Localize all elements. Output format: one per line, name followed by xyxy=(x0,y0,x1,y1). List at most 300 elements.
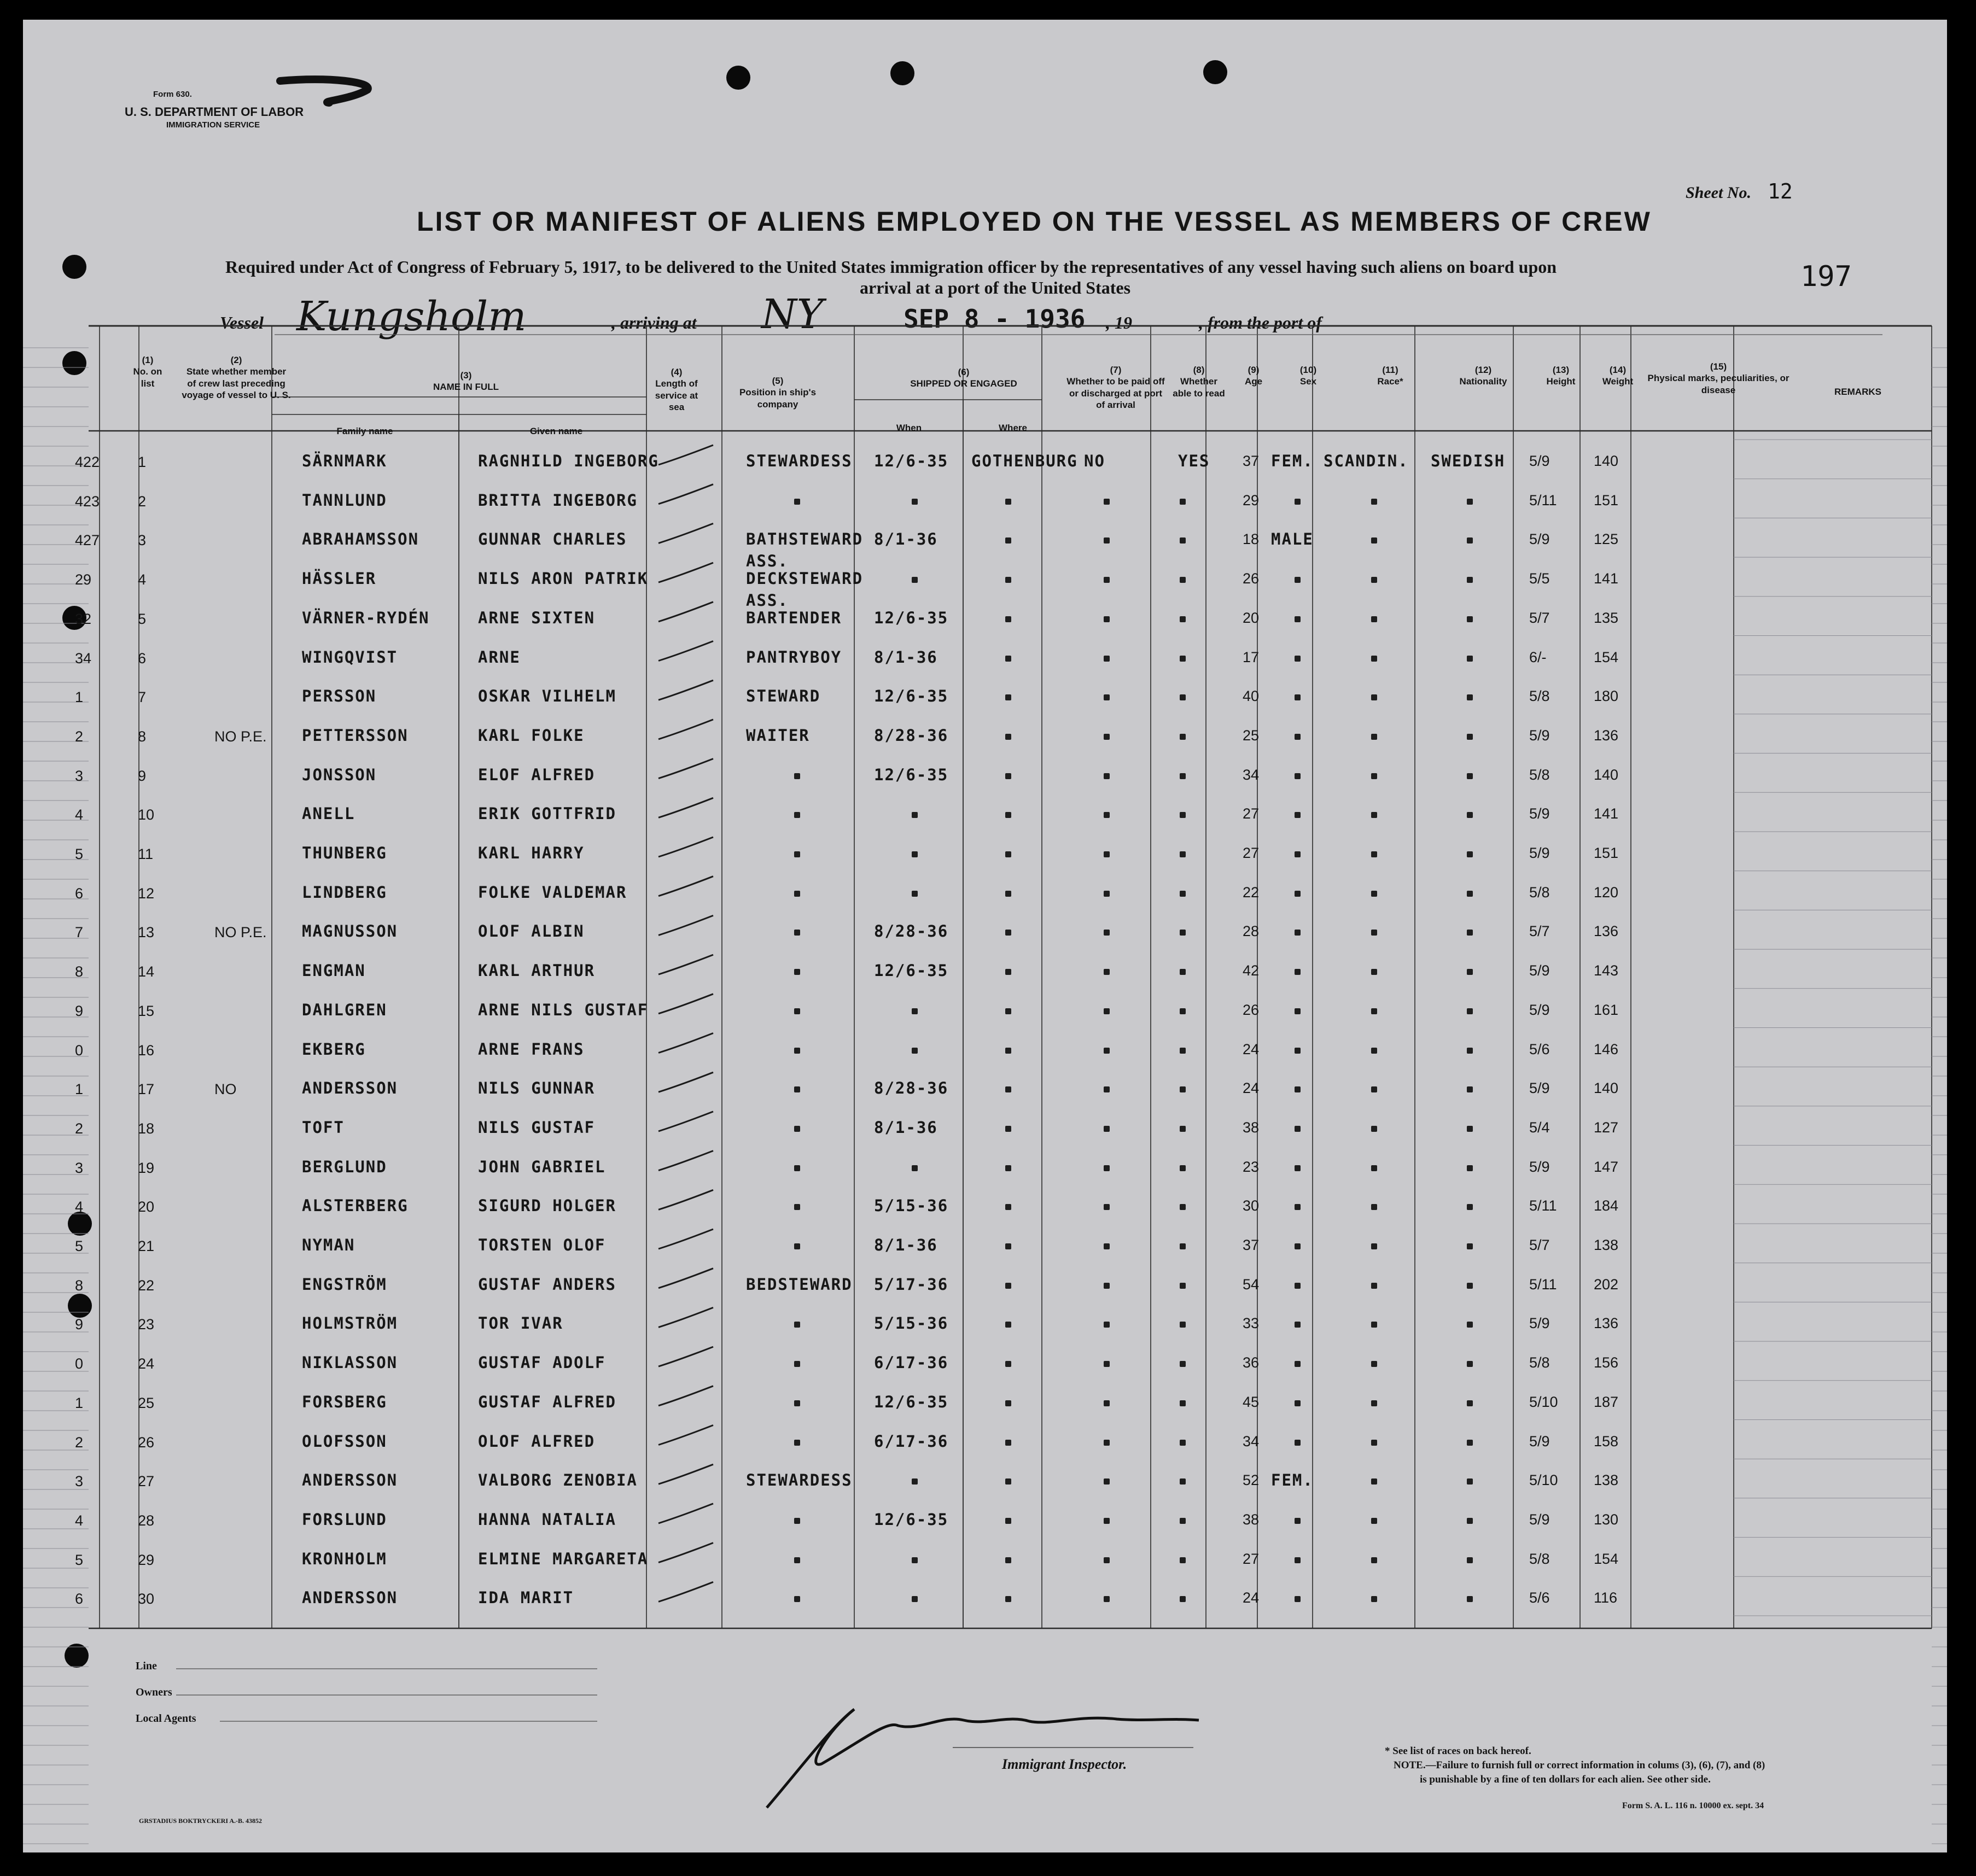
cell-no: 20 xyxy=(138,1199,155,1215)
ditto-mark xyxy=(1005,499,1011,505)
ditto-mark xyxy=(1180,1478,1186,1485)
cell-given: ARNE FRANS xyxy=(478,1039,585,1059)
cell-given: VALBORG ZENOBIA xyxy=(478,1471,638,1490)
ditto-mark xyxy=(1180,1126,1186,1132)
col-2-header: (2) State whether member of crew last preceding voyage of vessel to U. S. xyxy=(182,355,291,400)
service-check-mark xyxy=(658,1112,713,1131)
cell-age: 25 xyxy=(1243,727,1260,744)
ditto-mark xyxy=(1005,1204,1011,1210)
cell-family: MAGNUSSON xyxy=(302,922,398,941)
ditto-mark xyxy=(1104,656,1110,662)
ditto-mark xyxy=(1295,499,1301,505)
cell-height: 5/9 xyxy=(1529,1511,1550,1528)
cell-family: KRONHOLM xyxy=(302,1549,387,1568)
cell-given: NILS GUSTAF xyxy=(478,1118,596,1137)
ditto-mark xyxy=(1371,694,1377,700)
cell-no: 25 xyxy=(138,1394,155,1411)
cell-height: 5/4 xyxy=(1529,1119,1550,1136)
cell-age: 30 xyxy=(1243,1197,1260,1214)
ditto-mark xyxy=(1467,1243,1473,1249)
service-check-mark xyxy=(658,1151,713,1171)
service-check-mark xyxy=(658,955,713,974)
cell-height: 5/9 xyxy=(1529,1315,1550,1332)
service-check-mark xyxy=(658,1347,713,1366)
cell-when: 12/6-35 xyxy=(874,961,949,980)
cell-height: 5/6 xyxy=(1529,1041,1550,1057)
ditto-mark xyxy=(1295,1048,1301,1054)
cell-given: NILS GUNNAR xyxy=(478,1079,596,1098)
cell-height: 5/9 xyxy=(1529,1433,1550,1450)
ditto-mark xyxy=(1180,812,1186,818)
cell-margin: 3 xyxy=(75,767,84,784)
ditto-mark xyxy=(1467,1086,1473,1092)
ditto-mark xyxy=(1295,1165,1301,1171)
cell-no: 11 xyxy=(138,846,154,862)
ditto-mark xyxy=(1005,891,1011,897)
service-check-mark xyxy=(658,1072,713,1092)
ditto-mark xyxy=(1005,773,1011,779)
col-13-header: (13) Height xyxy=(1546,365,1576,387)
cell-when: 12/6-35 xyxy=(874,608,949,627)
col-6-header: (6) SHIPPED OR ENGAGED xyxy=(910,367,1017,389)
col-6-when-header: When xyxy=(896,423,922,433)
ditto-mark xyxy=(1005,537,1011,543)
cell-age: 17 xyxy=(1243,648,1260,665)
cell-when: 5/15-36 xyxy=(874,1314,949,1333)
cell-height: 5/8 xyxy=(1529,688,1550,705)
cell-no: 21 xyxy=(138,1238,155,1254)
arriving-port: NY xyxy=(761,291,824,338)
cell-given: ELOF ALFRED xyxy=(478,765,596,784)
ditto-mark xyxy=(1295,1086,1301,1092)
ditto-mark xyxy=(1180,1283,1186,1289)
service-check-mark xyxy=(658,994,713,1014)
cell-when: 8/1-36 xyxy=(874,647,938,667)
col-remarks-header: REMARKS xyxy=(1834,387,1881,397)
cell-position-line1: ASS. xyxy=(746,552,789,571)
cell-given: OLOF ALBIN xyxy=(478,922,585,941)
inspector-signature xyxy=(767,1709,1199,1808)
cell-family: THUNBERG xyxy=(302,844,387,862)
ditto-mark xyxy=(1104,1361,1110,1367)
ditto-mark xyxy=(912,577,918,583)
cell-family: ANDERSSON xyxy=(302,1471,398,1490)
cell-sex: FEM. xyxy=(1271,452,1314,470)
ditto-mark xyxy=(794,1400,800,1406)
ditto-mark xyxy=(1180,537,1186,543)
ditto-mark xyxy=(1180,1400,1186,1406)
cell-given: HANNA NATALIA xyxy=(478,1510,616,1529)
inspector-label: Immigrant Inspector. xyxy=(1002,1756,1127,1772)
cell-age: 38 xyxy=(1243,1511,1260,1528)
ditto-mark xyxy=(1104,1478,1110,1485)
ditto-mark xyxy=(794,851,800,857)
ditto-mark xyxy=(1371,1126,1377,1132)
service-check-mark xyxy=(658,1582,713,1602)
ditto-mark xyxy=(1371,1361,1377,1367)
ditto-mark xyxy=(1180,1557,1186,1563)
service-check-mark xyxy=(658,641,713,661)
cell-age: 26 xyxy=(1243,570,1260,587)
service-check-mark xyxy=(658,602,713,622)
ditto-mark xyxy=(794,1596,800,1602)
cell-family: HÄSSLER xyxy=(302,569,377,588)
ditto-mark xyxy=(1104,694,1110,700)
ditto-mark xyxy=(1467,969,1473,975)
cell-margin: 34 xyxy=(75,650,92,667)
cell-family: ANDERSSON xyxy=(302,1588,398,1608)
cell-height: 5/9 xyxy=(1529,531,1550,548)
service-check-mark xyxy=(658,1464,713,1484)
cell-family: LINDBERG xyxy=(302,883,387,902)
ditto-mark xyxy=(1371,1596,1377,1602)
ditto-mark xyxy=(1467,1440,1473,1446)
cell-age: 28 xyxy=(1243,923,1260,940)
cell-no: 23 xyxy=(138,1316,155,1333)
cell-family: SÄRNMARK xyxy=(302,452,387,470)
ditto-mark xyxy=(1467,1165,1473,1171)
ditto-mark xyxy=(1180,1440,1186,1446)
ditto-mark xyxy=(1371,1283,1377,1289)
ditto-mark xyxy=(1295,1518,1301,1524)
vessel-label: Vessel xyxy=(220,313,264,332)
cell-height: 5/10 xyxy=(1529,1393,1558,1410)
ditto-mark xyxy=(1180,851,1186,857)
ditto-mark xyxy=(1371,812,1377,818)
ditto-mark xyxy=(1104,1322,1110,1328)
ditto-mark xyxy=(794,1048,800,1054)
cell-family: TOFT xyxy=(302,1118,345,1137)
ditto-mark xyxy=(1005,1165,1011,1171)
cell-no: 9 xyxy=(138,767,147,784)
cell-family: DAHLGREN xyxy=(302,1000,387,1019)
ditto-mark xyxy=(794,1008,800,1014)
cell-given: OSKAR VILHELM xyxy=(478,687,616,706)
ditto-mark xyxy=(1371,1440,1377,1446)
cell-height: 5/9 xyxy=(1529,845,1550,861)
col-3-family-header: Family name xyxy=(336,426,393,436)
cell-weight: 140 xyxy=(1594,453,1619,469)
cell-weight: 116 xyxy=(1594,1589,1618,1606)
cell-no: 28 xyxy=(138,1512,155,1529)
ditto-mark xyxy=(1180,616,1186,622)
cell-no: 13 xyxy=(138,924,155,941)
cell-height: 5/11 xyxy=(1529,1276,1557,1293)
cell-margin: 423 xyxy=(75,493,100,510)
cell-margin: 1 xyxy=(75,1394,84,1411)
cell-family: FORSBERG xyxy=(302,1392,387,1411)
cell-age: 45 xyxy=(1243,1393,1260,1410)
service-check-mark xyxy=(658,798,713,817)
ditto-mark xyxy=(1104,1440,1110,1446)
cell-when: 12/6-35 xyxy=(874,765,949,784)
cell-given: ARNE NILS GUSTAF xyxy=(478,1000,649,1019)
ditto-mark xyxy=(1371,1165,1377,1171)
ditto-mark xyxy=(1104,1596,1110,1602)
cell-margin: 2 xyxy=(75,728,84,745)
ditto-mark xyxy=(1005,1400,1011,1406)
cell-margin: 8 xyxy=(75,963,84,980)
ditto-mark xyxy=(1371,969,1377,975)
cell-given: GUNNAR CHARLES xyxy=(478,530,627,549)
cell-weight: 125 xyxy=(1594,531,1619,548)
cell-no: 7 xyxy=(138,689,147,706)
cell-no: 19 xyxy=(138,1159,155,1176)
cell-margin: 6 xyxy=(75,1591,84,1608)
ditto-mark xyxy=(1104,499,1110,505)
ditto-mark xyxy=(1295,773,1301,779)
cell-margin: 0 xyxy=(75,1042,84,1059)
ditto-mark xyxy=(1295,1008,1301,1014)
ditto-mark xyxy=(1104,1048,1110,1054)
cell-given: OLOF ALFRED xyxy=(478,1431,596,1451)
cell-no: 8 xyxy=(138,728,147,745)
subtitle-line-2: arrival at a port of the United States xyxy=(860,278,1131,297)
col-6-where-header: Where xyxy=(999,423,1027,433)
cell-margin: 4 xyxy=(75,806,84,823)
cell-age: 38 xyxy=(1243,1119,1260,1136)
cell-age: 34 xyxy=(1243,1433,1260,1450)
cell-given: ARNE SIXTEN xyxy=(478,608,596,627)
cell-no: 3 xyxy=(138,532,147,549)
cell-given: GUSTAF ANDERS xyxy=(478,1275,616,1294)
cell-height: 5/9 xyxy=(1529,1001,1550,1018)
cell-margin: 2 xyxy=(75,1434,84,1451)
col-11-header: (11) Race* xyxy=(1377,365,1403,387)
ditto-mark xyxy=(1467,773,1473,779)
ditto-mark xyxy=(1180,499,1186,505)
cell-height: 5/5 xyxy=(1529,570,1550,587)
cell-height: 5/8 xyxy=(1529,1354,1550,1371)
ditto-mark xyxy=(1104,1243,1110,1249)
ditto-mark xyxy=(794,812,800,818)
cell-when: 12/6-35 xyxy=(874,1392,949,1411)
ditto-mark xyxy=(1371,499,1377,505)
ditto-mark xyxy=(794,891,800,897)
ditto-mark xyxy=(1005,1596,1011,1602)
col-3-given-header: Given name xyxy=(529,426,583,436)
cell-when: 8/28-36 xyxy=(874,726,949,745)
service-check-mark xyxy=(658,1033,713,1053)
cell-weight: 140 xyxy=(1594,766,1619,783)
col-1-header: (1) No. on list xyxy=(133,355,162,389)
ditto-mark xyxy=(1180,1165,1186,1171)
cell-family: NYMAN xyxy=(302,1236,355,1254)
cell-read: YES xyxy=(1178,452,1210,470)
col-3-header: (3) NAME IN FULL xyxy=(433,370,499,393)
cell-given: KARL FOLKE xyxy=(478,726,585,745)
cell-no: 1 xyxy=(138,454,147,470)
cell-when: 12/6-35 xyxy=(874,452,949,470)
cell-weight: 158 xyxy=(1594,1433,1619,1450)
ditto-mark xyxy=(1180,891,1186,897)
ditto-mark xyxy=(1467,656,1473,662)
cell-family: ANDERSSON xyxy=(302,1079,398,1098)
ditto-mark xyxy=(1005,812,1011,818)
cell-family: EKBERG xyxy=(302,1039,366,1059)
cell-given: NILS ARON PATRIK xyxy=(478,569,649,588)
ditto-mark xyxy=(1371,1322,1377,1328)
ditto-mark xyxy=(794,773,800,779)
cell-position-line1: ASS. xyxy=(746,591,789,610)
ditto-mark xyxy=(1104,577,1110,583)
ditto-mark xyxy=(1371,1400,1377,1406)
cell-when: 8/1-36 xyxy=(874,1118,938,1137)
ditto-mark xyxy=(1295,969,1301,975)
cell-given: IDA MARIT xyxy=(478,1588,574,1608)
ditto-mark xyxy=(912,1596,918,1602)
cell-prior: NO P.E. xyxy=(214,728,267,745)
cell-weight: 184 xyxy=(1594,1197,1619,1214)
cell-age: 36 xyxy=(1243,1354,1260,1371)
cell-height: 5/11 xyxy=(1529,1197,1557,1214)
col-8-header: (8) Whether able to read xyxy=(1173,365,1225,399)
cell-position: BARTENDER xyxy=(746,608,842,627)
cell-family: WINGQVIST xyxy=(302,647,398,667)
cell-family: JONSSON xyxy=(302,765,377,784)
cell-given: FOLKE VALDEMAR xyxy=(478,883,627,902)
cell-given: RAGNHILD INGEBORG xyxy=(478,452,659,470)
col-14-header: (14) Weight xyxy=(1602,365,1634,387)
ditto-mark xyxy=(1371,1243,1377,1249)
cell-age: 20 xyxy=(1243,609,1260,626)
service-check-mark xyxy=(658,563,713,582)
ditto-mark xyxy=(1467,1126,1473,1132)
cell-weight: 147 xyxy=(1594,1158,1619,1175)
ditto-mark xyxy=(794,969,800,975)
ditto-mark xyxy=(1467,1361,1473,1367)
cell-age: 27 xyxy=(1243,845,1260,861)
cell-age: 18 xyxy=(1243,531,1260,548)
cell-height: 5/7 xyxy=(1529,923,1550,940)
cell-margin: 1 xyxy=(75,689,84,706)
cell-height: 5/9 xyxy=(1529,1158,1550,1175)
ditto-mark xyxy=(794,1518,800,1524)
ditto-mark xyxy=(1005,1440,1011,1446)
col-9-header: (9) Age xyxy=(1244,365,1263,387)
cell-weight: 187 xyxy=(1594,1393,1619,1410)
ditto-mark xyxy=(1295,1596,1301,1602)
cell-no: 15 xyxy=(138,1002,155,1019)
ditto-mark xyxy=(1104,812,1110,818)
cell-no: 5 xyxy=(138,610,147,627)
cell-no: 18 xyxy=(138,1120,155,1137)
cell-age: 24 xyxy=(1243,1041,1260,1057)
cell-when: 5/17-36 xyxy=(874,1275,949,1294)
ditto-mark xyxy=(1371,537,1377,543)
cell-where: GOTHENBURG xyxy=(971,452,1078,470)
service-check-mark xyxy=(658,484,713,504)
cell-family: VÄRNER-RYDÉN xyxy=(302,608,430,627)
ditto-mark xyxy=(1295,1126,1301,1132)
col-15-header: (15) Physical marks, peculiarities, or disease xyxy=(1647,361,1790,395)
ditto-mark xyxy=(1005,734,1011,740)
cell-margin: 5 xyxy=(75,846,84,862)
service-check-mark xyxy=(658,1543,713,1563)
cell-family: HOLMSTRÖM xyxy=(302,1314,398,1333)
ditto-mark xyxy=(1467,616,1473,622)
cell-margin: 4 xyxy=(75,1512,84,1529)
ditto-mark xyxy=(912,1048,918,1054)
cell-given: SIGURD HOLGER xyxy=(478,1196,616,1215)
local-agents-label: Local Agents xyxy=(136,1713,196,1725)
cell-when: 8/28-36 xyxy=(874,1079,949,1098)
cell-no: 29 xyxy=(138,1551,155,1568)
form-code: Form S. A. L. 116 n. 10000 ex. sept. 34 xyxy=(1622,1801,1764,1810)
cell-margin: 32 xyxy=(75,610,92,627)
cell-margin: 427 xyxy=(75,532,100,549)
cell-weight: 202 xyxy=(1594,1276,1619,1293)
ditto-mark xyxy=(794,1557,800,1563)
cell-height: 5/9 xyxy=(1529,453,1550,469)
ditto-mark xyxy=(1104,1008,1110,1014)
cell-age: 29 xyxy=(1243,492,1260,509)
ditto-mark xyxy=(1371,577,1377,583)
cell-prior: NO P.E. xyxy=(214,924,267,941)
cell-weight: 151 xyxy=(1594,845,1619,861)
ditto-mark xyxy=(794,1322,800,1328)
cell-nationality: SWEDISH xyxy=(1431,452,1506,470)
cell-given: GUSTAF ADOLF xyxy=(478,1353,606,1372)
service-check-mark xyxy=(658,1425,713,1445)
cell-no: 16 xyxy=(138,1042,155,1059)
sheet-number-label: Sheet No. xyxy=(1686,184,1751,202)
cell-margin: 3 xyxy=(75,1473,84,1490)
cell-family: ENGMAN xyxy=(302,961,366,980)
cell-no: 27 xyxy=(138,1473,155,1490)
ditto-mark xyxy=(1104,930,1110,936)
ditto-mark xyxy=(1371,1557,1377,1563)
ditto-mark xyxy=(1005,851,1011,857)
cell-family: PETTERSSON xyxy=(302,726,409,745)
cell-height: 5/9 xyxy=(1529,727,1550,744)
ditto-mark xyxy=(1104,537,1110,543)
ditto-mark xyxy=(1295,734,1301,740)
cell-height: 5/9 xyxy=(1529,962,1550,979)
ditto-mark xyxy=(1467,1400,1473,1406)
service-check-mark xyxy=(658,1190,713,1209)
ditto-mark xyxy=(912,812,918,818)
ditto-mark xyxy=(1180,930,1186,936)
ditto-mark xyxy=(1180,1008,1186,1014)
cell-weight: 135 xyxy=(1594,609,1619,626)
cell-age: 26 xyxy=(1243,1001,1260,1018)
cell-no: 22 xyxy=(138,1277,155,1294)
cell-weight: 136 xyxy=(1594,727,1619,744)
ditto-mark xyxy=(1104,1400,1110,1406)
sheet-number-value: 12 xyxy=(1768,179,1793,203)
cell-race: SCANDIN. xyxy=(1324,452,1409,470)
ditto-mark xyxy=(1295,1440,1301,1446)
cell-position: STEWARD xyxy=(746,687,821,706)
cell-margin: 2 xyxy=(75,1120,84,1137)
cell-given: ERIK GOTTFRID xyxy=(478,804,616,823)
cell-sex: MALE xyxy=(1271,530,1314,549)
ditto-mark xyxy=(1180,1322,1186,1328)
cell-height: 5/7 xyxy=(1529,609,1550,626)
ditto-mark xyxy=(1467,1478,1473,1485)
cell-weight: 141 xyxy=(1594,570,1619,587)
ditto-mark xyxy=(1371,1478,1377,1485)
ditto-mark xyxy=(794,930,800,936)
ditto-mark xyxy=(1467,537,1473,543)
service-check-mark xyxy=(658,1386,713,1406)
ditto-mark xyxy=(1104,1518,1110,1524)
ditto-mark xyxy=(1180,656,1186,662)
ditto-mark xyxy=(794,1165,800,1171)
ditto-mark xyxy=(1295,1400,1301,1406)
cell-prior: NO xyxy=(214,1081,237,1098)
